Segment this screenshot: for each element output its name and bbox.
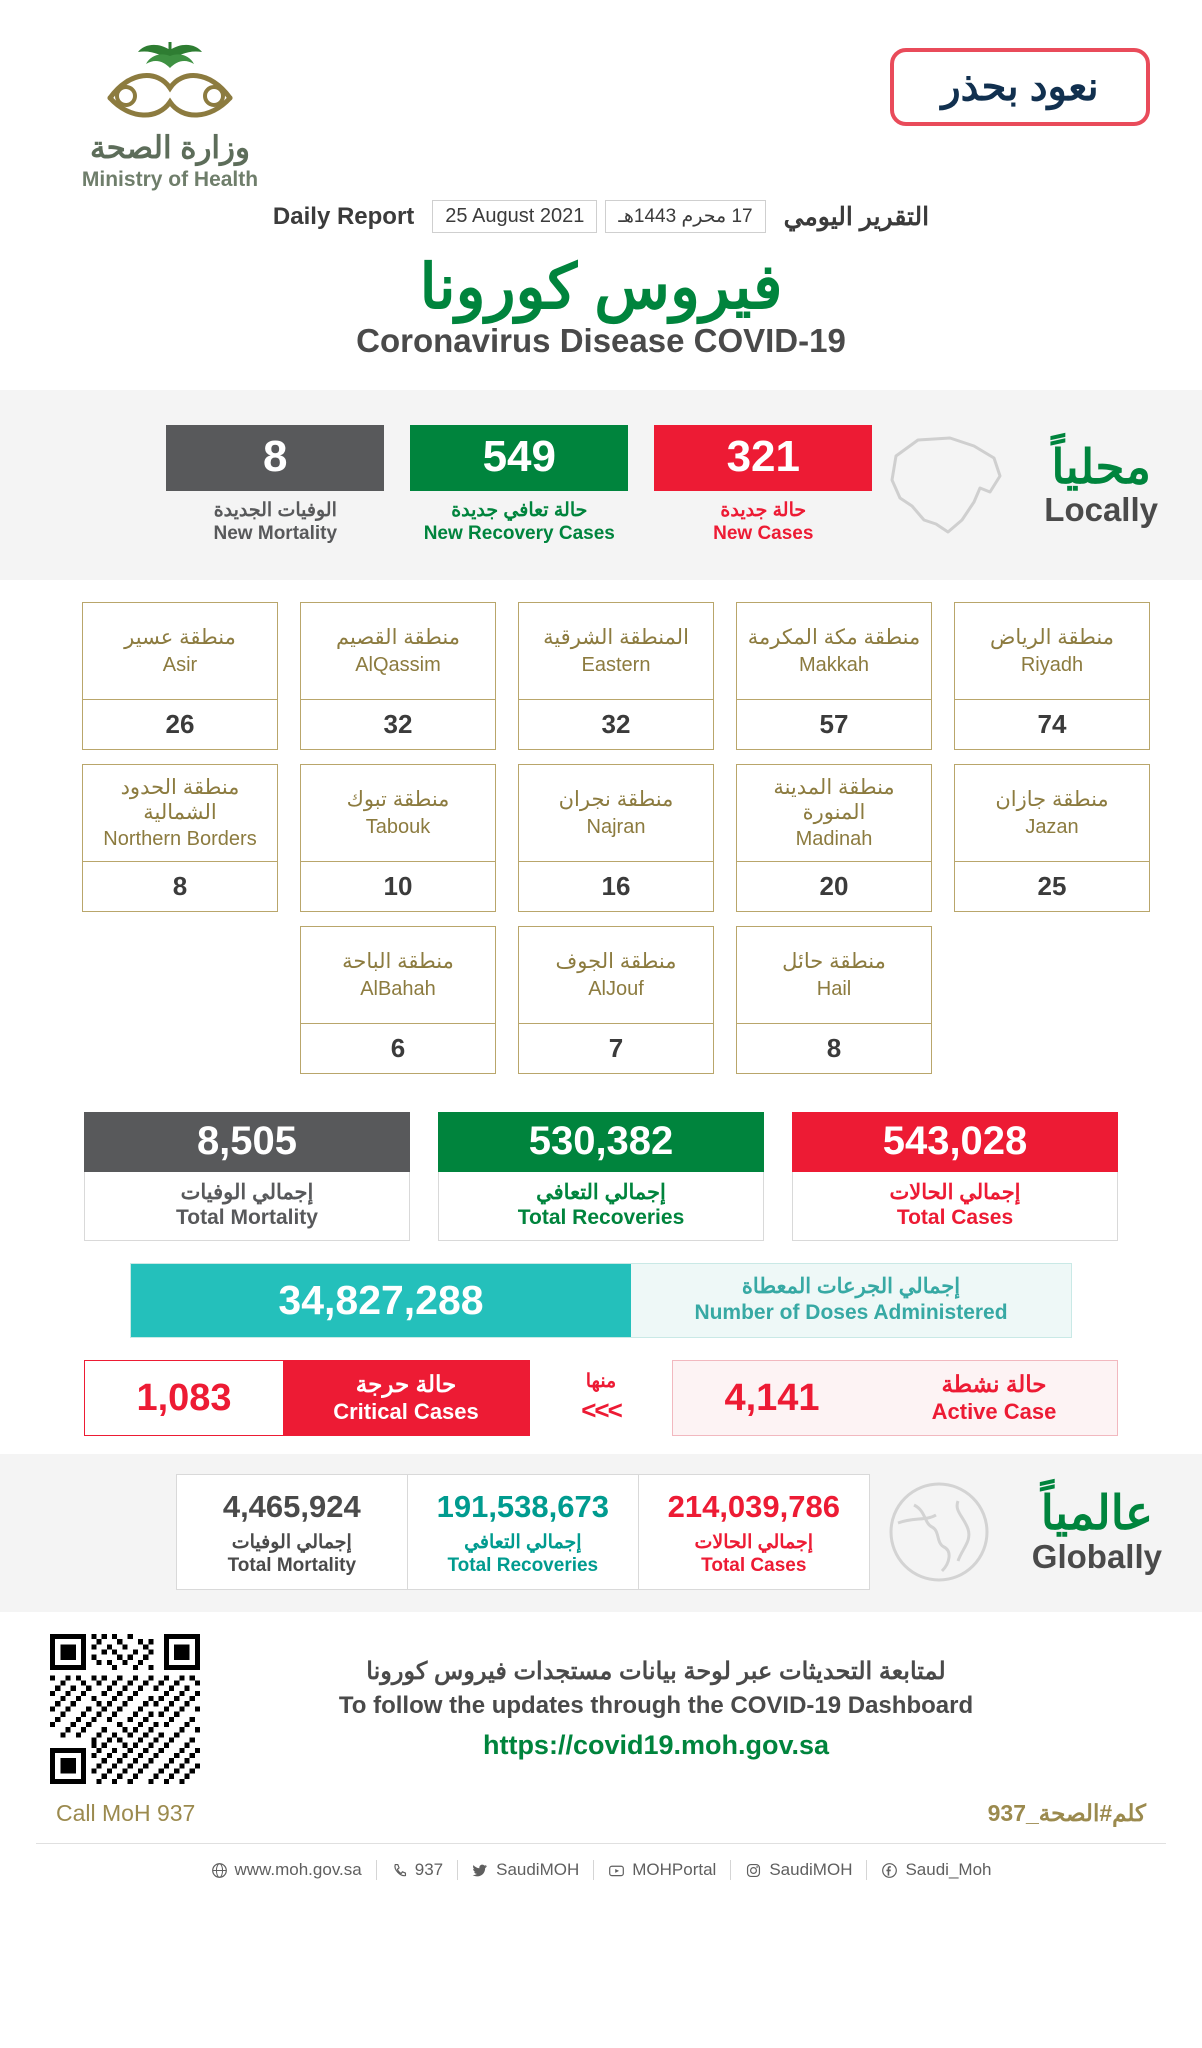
region-card-eastern — [518, 602, 714, 750]
social-website-label: www.moh.gov.sa — [234, 1860, 362, 1879]
region-card-asir — [82, 602, 278, 750]
region-name-ar: منطقة المدينة المنورة — [773, 775, 895, 824]
social-instagram[interactable] — [731, 1860, 867, 1880]
global-total-cases-label-ar: إجمالي الحالات — [694, 1532, 814, 1553]
instagram-icon — [745, 1862, 762, 1879]
total-mortality-label-en: Total Mortality — [176, 1206, 318, 1229]
call-moh-hashtag-ar: كلم#الصحة_937 — [987, 1800, 1146, 1826]
new-mortality-label-en: New Mortality — [213, 523, 338, 544]
ministry-name-en: Ministry of Health — [81, 168, 259, 191]
active-cases-value: 4,141 — [724, 1376, 820, 1419]
report-header — [0, 0, 1202, 390]
date-hijri: 17 محرم 1443هـ — [605, 200, 765, 233]
total-cases-label-en: Total Cases — [896, 1206, 1014, 1229]
regions-row — [52, 926, 1150, 1074]
totals-section — [0, 1094, 1202, 1249]
critical-cases-box — [84, 1360, 530, 1436]
total-recoveries-label-ar: إجمالي التعافي — [536, 1181, 666, 1204]
total-mortality-card — [84, 1112, 410, 1241]
new-cases-label-ar: حالة جديدة — [720, 500, 807, 521]
new-recovery-tile — [410, 425, 628, 545]
region-card-aljouf — [518, 926, 714, 1074]
moh-emblem-icon — [70, 36, 270, 126]
region-name-en: Riyadh — [1020, 653, 1084, 676]
region-value: 32 — [301, 699, 495, 749]
region-name-ar: منطقة عسير — [124, 626, 236, 650]
active-cases-box — [672, 1360, 1118, 1436]
youtube-icon — [608, 1862, 625, 1879]
region-name-ar: منطقة الباحة — [342, 950, 454, 974]
global-total-recoveries-label-ar: إجمالي التعافي — [464, 1532, 582, 1553]
region-value: 26 — [83, 699, 277, 749]
region-card-alqassim — [300, 602, 496, 750]
social-youtube-label: MOHPortal — [632, 1860, 717, 1879]
ministry-logo — [40, 36, 300, 192]
total-cases-label-ar: إجمالي الحالات — [889, 1181, 1021, 1204]
region-name-en: Eastern — [581, 653, 651, 676]
active-cases-label-ar: حالة نشطة — [941, 1371, 1047, 1397]
region-card-madinah — [736, 764, 932, 912]
region-value: 8 — [737, 1023, 931, 1073]
globe-icon — [884, 1477, 994, 1587]
global-total-cases-label-en: Total Cases — [701, 1555, 807, 1576]
globally-label-en: Globally — [1031, 1537, 1162, 1575]
global-total-recoveries-value: 191,538,673 — [436, 1489, 609, 1524]
total-cases-card — [792, 1112, 1118, 1241]
region-name-en: Tabouk — [365, 815, 431, 838]
region-name-ar: منطقة الجوف — [555, 950, 677, 974]
region-name-en: Makkah — [798, 653, 870, 676]
critical-cases-label-ar: حالة حرجة — [355, 1371, 457, 1397]
locally-section — [0, 390, 1202, 580]
page-title-ar: فيروس كورونا — [419, 253, 783, 322]
global-total-cases-value: 214,039,786 — [667, 1489, 840, 1524]
campaign-badge — [890, 48, 1150, 126]
region-value: 20 — [737, 861, 931, 911]
locally-stat-tiles — [166, 425, 872, 545]
date-gregorian: 25 August 2021 — [432, 200, 597, 233]
daily-report-label-en: Daily Report — [272, 202, 415, 230]
region-name-ar: منطقة جازان — [995, 788, 1109, 812]
follow-section — [0, 1612, 1202, 1794]
arrow-left-icon: <<< — [581, 1395, 621, 1425]
locally-label — [1044, 442, 1158, 528]
new-cases-label-en: New Cases — [713, 523, 814, 544]
qr-code-icon[interactable] — [50, 1634, 200, 1784]
region-card-riyadh — [954, 602, 1150, 750]
page-title-en: Coronavirus Disease COVID-19 — [356, 322, 846, 359]
social-website[interactable] — [197, 1860, 377, 1880]
regions-row — [52, 764, 1150, 912]
region-card-hail — [736, 926, 932, 1074]
region-card-makkah — [736, 602, 932, 750]
total-mortality-label-ar: إجمالي الوفيات — [180, 1181, 314, 1204]
region-name-en: Najran — [586, 815, 646, 838]
region-value: 16 — [519, 861, 713, 911]
region-name-ar: منطقة مكة المكرمة — [747, 626, 921, 650]
global-total-mortality-label-ar: إجمالي الوفيات — [231, 1532, 352, 1553]
global-total-cases-card — [638, 1474, 870, 1590]
dashboard-url-link[interactable]: https://covid19.moh.gov.sa — [482, 1730, 830, 1760]
campaign-label-ar: نعود بحذر — [941, 65, 1099, 109]
phone-icon — [391, 1862, 408, 1879]
region-name-ar: المنطقة الشرقية — [543, 626, 689, 650]
facebook-icon — [881, 1862, 898, 1879]
new-recovery-label-en: New Recovery Cases — [423, 523, 615, 544]
saudi-arabia-map-icon — [878, 428, 1008, 543]
follow-text — [200, 1657, 1152, 1761]
region-name-en: Madinah — [795, 828, 873, 851]
region-value: 6 — [301, 1023, 495, 1073]
new-mortality-label-ar: الوفيات الجديدة — [213, 500, 337, 521]
region-card-albahah — [300, 926, 496, 1074]
global-total-recoveries-label-en: Total Recoveries — [447, 1555, 599, 1576]
global-total-mortality-value: 4,465,924 — [222, 1489, 361, 1524]
social-phone-label: 937 — [414, 1860, 444, 1879]
region-card-najran — [518, 764, 714, 912]
report-date-row — [0, 200, 1202, 233]
doses-label-ar: إجمالي الجرعات المعطاة — [741, 1275, 961, 1298]
region-value: 32 — [519, 699, 713, 749]
derived-from-label-ar: منها — [585, 1371, 617, 1392]
total-recoveries-value: 530,382 — [438, 1112, 764, 1172]
globally-section — [0, 1454, 1202, 1612]
social-instagram-label: SaudiMOH — [769, 1860, 853, 1879]
social-facebook[interactable] — [867, 1860, 1005, 1880]
locally-label-ar: محلياً — [1051, 440, 1151, 494]
call-moh-label-en: Call MoH 937 — [56, 1800, 196, 1826]
new-mortality-tile — [166, 425, 384, 545]
critical-cases-value: 1,083 — [136, 1376, 232, 1419]
new-recovery-value: 549 — [410, 425, 628, 491]
doses-value: 34,827,288 — [131, 1264, 631, 1337]
regions-row — [52, 602, 1150, 750]
new-cases-value: 321 — [654, 425, 872, 491]
social-facebook-label: Saudi_Moh — [905, 1860, 992, 1879]
doses-bar — [130, 1263, 1072, 1338]
call-row — [0, 1794, 1202, 1843]
regions-grid — [0, 580, 1202, 1094]
region-name-en: Jazan — [1025, 815, 1079, 838]
derived-from-indicator — [546, 1370, 656, 1426]
region-value: 7 — [519, 1023, 713, 1073]
social-twitter[interactable] — [458, 1860, 594, 1880]
region-value: 8 — [83, 861, 277, 911]
ministry-name-ar: وزارة الصحة — [90, 130, 250, 165]
region-name-ar: منطقة نجران — [558, 788, 674, 812]
doses-section — [0, 1249, 1202, 1346]
social-footer — [0, 1844, 1202, 1902]
follow-label-en: To follow the updates through the COVID-19 Dashboard — [338, 1692, 974, 1719]
total-mortality-value: 8,505 — [84, 1112, 410, 1172]
global-total-mortality-card — [176, 1474, 408, 1590]
region-name-en: Asir — [162, 653, 198, 676]
new-cases-tile — [654, 425, 872, 545]
region-name-en: AlQassim — [355, 653, 441, 676]
globally-cards — [177, 1474, 870, 1590]
region-value: 10 — [301, 861, 495, 911]
total-recoveries-label-en: Total Recoveries — [517, 1206, 685, 1229]
region-name-en: Hail — [816, 977, 852, 1000]
globe-icon — [211, 1862, 228, 1879]
region-name-en: AlBahah — [360, 977, 436, 1000]
critical-cases-label-en: Critical Cases — [333, 1399, 479, 1424]
new-recovery-label-ar: حالة تعافي جديدة — [451, 500, 588, 521]
region-name-en: AlJouf — [588, 977, 644, 1000]
total-recoveries-card — [438, 1112, 764, 1241]
region-name-ar: منطقة تبوك — [346, 788, 450, 812]
region-card-jazan — [954, 764, 1150, 912]
region-name-ar: منطقة الرياض — [990, 626, 1114, 650]
social-phone[interactable] — [377, 1860, 458, 1880]
region-card-northern-borders — [82, 764, 278, 912]
globally-label-ar: عالمياً — [1040, 1486, 1154, 1540]
social-youtube[interactable] — [594, 1860, 731, 1880]
follow-label-ar: لمتابعة التحديثات عبر لوحة بيانات مستجدات فيروس كورونا — [366, 1658, 946, 1685]
globally-label — [1032, 1488, 1162, 1575]
twitter-icon — [472, 1862, 489, 1879]
locally-label-en: Locally — [1044, 490, 1158, 528]
new-mortality-value: 8 — [166, 425, 384, 491]
region-card-tabouk — [300, 764, 496, 912]
region-name-ar: منطقة حائل — [782, 950, 886, 974]
region-value: 74 — [955, 699, 1149, 749]
region-value: 57 — [737, 699, 931, 749]
social-twitter-label: SaudiMOH — [496, 1860, 580, 1879]
global-total-recoveries-card — [407, 1474, 639, 1590]
region-name-ar: منطقة الحدود الشمالية — [120, 775, 240, 824]
region-value: 25 — [955, 861, 1149, 911]
daily-report-label-ar: التقرير اليومي — [783, 202, 930, 231]
doses-label-en: Number of Doses Administered — [694, 1301, 1008, 1324]
total-cases-value: 543,028 — [792, 1112, 1118, 1172]
region-name-en: Northern Borders — [103, 828, 257, 851]
active-cases-label-en: Active Case — [931, 1399, 1057, 1424]
critical-active-section — [0, 1346, 1202, 1454]
region-name-ar: منطقة القصيم — [336, 626, 460, 650]
global-total-mortality-label-en: Total Mortality — [227, 1555, 357, 1576]
